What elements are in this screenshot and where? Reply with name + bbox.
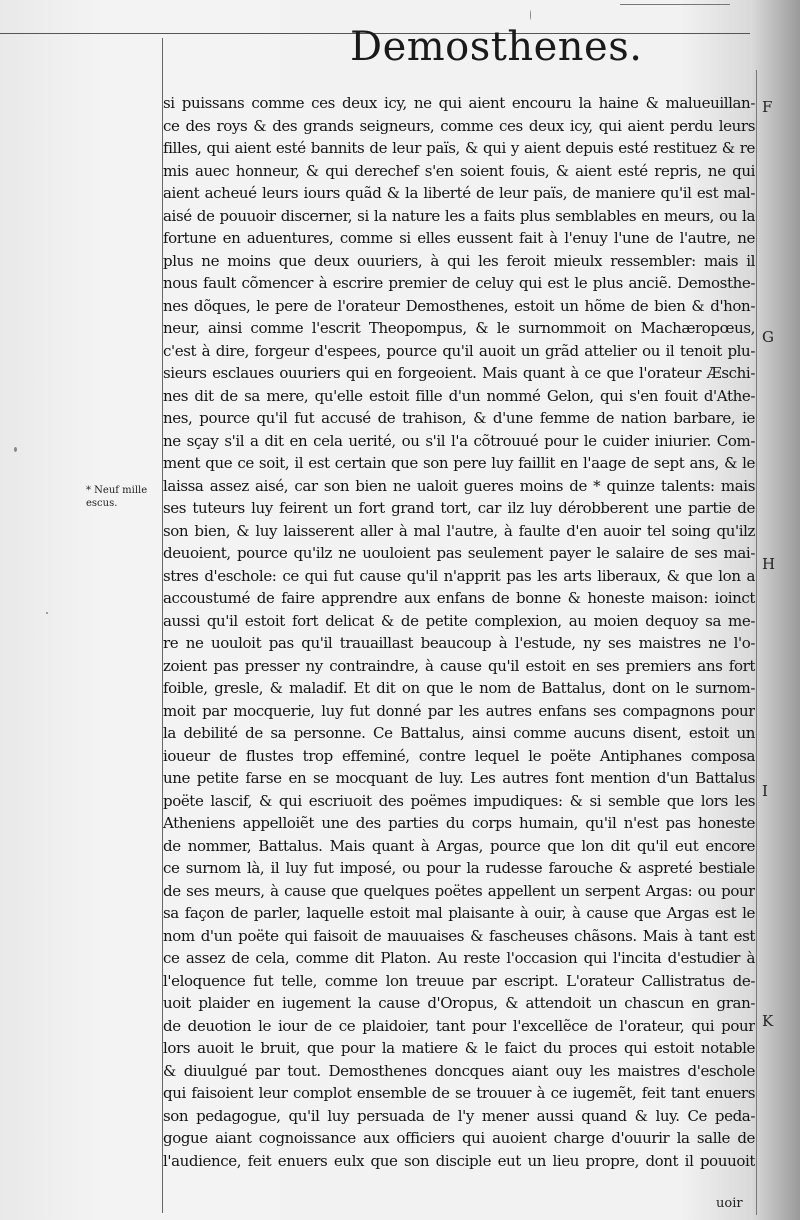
text-line: ment que ce soit, il est certain que son pere luy faillit en l'aage de sept ans, & le: [163, 454, 755, 472]
text-line: qui faisoient leur complot ensemble de se trouuer à ce iugemẽt, feit tant enuers: [163, 1084, 755, 1102]
text-line: nes dõques, le pere de l'orateur Demosthenes, estoit un hõme de bien & d'hon-: [163, 296, 755, 315]
text-line: si puissans comme ces deux icy, ne qui aient encouru la haine & malueuillan-: [163, 94, 755, 112]
text-line: accoustumé de faire apprendre aux enfans de bonne & honeste maison: ioinct: [163, 589, 755, 607]
signature-mark-g: G: [762, 328, 774, 346]
text-line: zoient pas presser ny contraindre, à cause qu'il estoit en ses premiers ans fort: [163, 656, 755, 675]
text-line: uoit plaider en iugement la cause d'Oropus, & attendoit un chascun en gran-: [163, 994, 755, 1012]
text-line: filles, qui aient esté bannits de leur païs, & qui y aient depuis esté restituez & re: [163, 139, 755, 157]
text-line: ce surnom là, il luy fut imposé, ou pour la rudesse farouche & aspreté bestiale: [163, 859, 755, 877]
text-line: plus ne moins que deux ouuriers, à qui les feroit mieulx ressembler: mais il: [163, 251, 755, 270]
text-line: mis auec honneur, & qui derechef s'en soient fouis, & aient esté repris, ne qui: [163, 161, 755, 180]
text-line: stres d'eschole: ce qui fut cause qu'il n'apprit pas les arts liberaux, & que lon a: [163, 566, 755, 585]
text-line: neur, ainsi comme l'escrit Theopompus, & le surnommoit on Machæropœus,: [163, 319, 755, 337]
text-line: poëte lascif, & qui escriuoit des poëmes impudiques: & si semble que lors les: [163, 791, 755, 810]
text-line: nes dit de sa mere, qu'elle estoit fille d'un nommé Gelon, qui s'en fouit d'Athe-: [163, 386, 755, 405]
text-line: l'eloquence fut telle, comme lon treuue par escript. L'orateur Callistratus de-: [163, 971, 755, 990]
margin-rule-right: [756, 70, 757, 1215]
signature-mark-k: K: [762, 1012, 774, 1030]
text-line: fortune en aduentures, comme si elles eussent fait à l'enuy l'une de l'autre, ne: [163, 229, 755, 247]
text-line: ce assez de cela, comme dit Platon. Au reste l'occasion qui l'incita d'estudier à: [163, 949, 755, 967]
text-line: son pedagogue, qu'il luy persuada de l'y mener aussi quand & luy. Ce peda-: [163, 1106, 755, 1125]
text-line: laissa assez aisé, car son bien ne ualoit gueres moins de * quinze talents: mais: [163, 476, 755, 495]
body-text: [163, 92, 755, 1172]
text-line: ses tuteurs luy feirent un fort grand tort, car ilz luy dérobberent une partie de: [163, 499, 755, 517]
text-line: c'est à dire, forgeur d'espees, pource qu'il auoit un grãd attelier ou il tenoit plu-: [163, 341, 755, 360]
signature-mark-i: I: [762, 782, 768, 800]
text-line: de nommer, Battalus. Mais quant à Argas, pource que lon dit qu'il eut encore: [163, 836, 755, 855]
text-line: de deuotion le iour de ce plaidoier, tant pour l'excellẽce de l'orateur, qui pour: [163, 1016, 755, 1035]
running-title: Demosthenes.: [350, 24, 643, 70]
text-line: ce des roys & des grands seigneurs, comme ces deux icy, qui aient perdu leurs: [163, 116, 755, 135]
text-line: nes, pource qu'il fut accusé de trahison, & d'une femme de nation barbare, ie: [163, 409, 755, 427]
text-line: lors auoit le bruit, que pour la matiere & le faict du proces qui estoit notable: [163, 1039, 755, 1057]
text-line: nous fault cõmencer à escrire premier de celuy qui est le plus anciẽ. Demosthe-: [163, 274, 755, 292]
text-line: re ne uouloit pas qu'il trauaillast beaucoup à l'estude, ny ses maistres ne l'o-: [163, 634, 755, 652]
paper-blemish: [530, 10, 531, 20]
marginal-note: * Neuf mille escus.: [86, 485, 148, 509]
text-line: de ses meurs, à cause que quelques poëtes appellent un serpent Argas: ou pour: [163, 881, 755, 900]
text-line: sa façon de parler, laquelle estoit mal plaisante à ouir, à cause que Argas est le: [163, 904, 755, 922]
text-line: Atheniens appelloiẽt une des parties du corps humain, qu'il n'est pas honeste: [163, 814, 755, 832]
text-line: foible, gresle, & maladif. Et dit on que le nom de Battalus, dont on le surnom-: [163, 679, 755, 697]
text-line: l'audience, feit enuers eulx que son disciple eut un lieu propre, dont il pouuoit: [163, 1151, 755, 1170]
paper-blemish: [14, 447, 17, 452]
text-line: nom d'un poëte qui faisoit de mauuaises & fascheuses chãsons. Mais à tant est: [163, 926, 755, 945]
text-line: aisé de pouuoir discerner, si la nature les a faits plus semblables en meurs, ou la: [163, 206, 755, 225]
text-line: moit par mocquerie, luy fut donné par les autres enfans ses compagnons pour: [163, 701, 755, 720]
text-line: aient acheué leurs iours quãd & la liberté de leur païs, de maniere qu'il est mal-: [163, 184, 755, 202]
header-rule-fragment: [620, 4, 730, 5]
text-line: ne sçay s'il a dit en cela uerité, ou s'il l'a cõtrouué pour le cuider iniurier. Com-: [163, 431, 755, 450]
text-line: aussi qu'il estoit fort delicat & de petite complexion, au moien dequoy sa me-: [163, 611, 755, 630]
text-line: son bien, & luy laisserent aller à mal l'autre, à faulte d'en auoir tel soing qu'ilz: [163, 521, 755, 540]
catchword: uoir: [716, 1196, 743, 1211]
text-line: gogue aiant cognoissance aux officiers qui auoient charge d'ouurir la salle de: [163, 1129, 755, 1147]
text-line: sieurs esclaues ouuriers qui en forgeoient. Mais quant à ce que l'orateur Æschi-: [163, 364, 755, 382]
text-line: la debilité de sa personne. Ce Battalus, ainsi comme aucuns disent, estoit un: [163, 724, 755, 742]
text-line: & diuulgué par tout. Demosthenes doncques aiant ouy les maistres d'eschole: [163, 1061, 755, 1080]
paper-blemish: [46, 612, 48, 614]
text-line: ioueur de flustes trop effeminé, contre lequel le poëte Antiphanes composa: [163, 746, 755, 765]
signature-mark-h: H: [762, 555, 776, 573]
text-line: deuoient, pource qu'ilz ne uouloient pas seulement payer le salaire de ses mai-: [163, 544, 755, 562]
text-line: une petite farse en se mocquant de luy. Les autres font mention d'un Battalus: [163, 769, 755, 787]
signature-mark-f: F: [762, 98, 773, 116]
